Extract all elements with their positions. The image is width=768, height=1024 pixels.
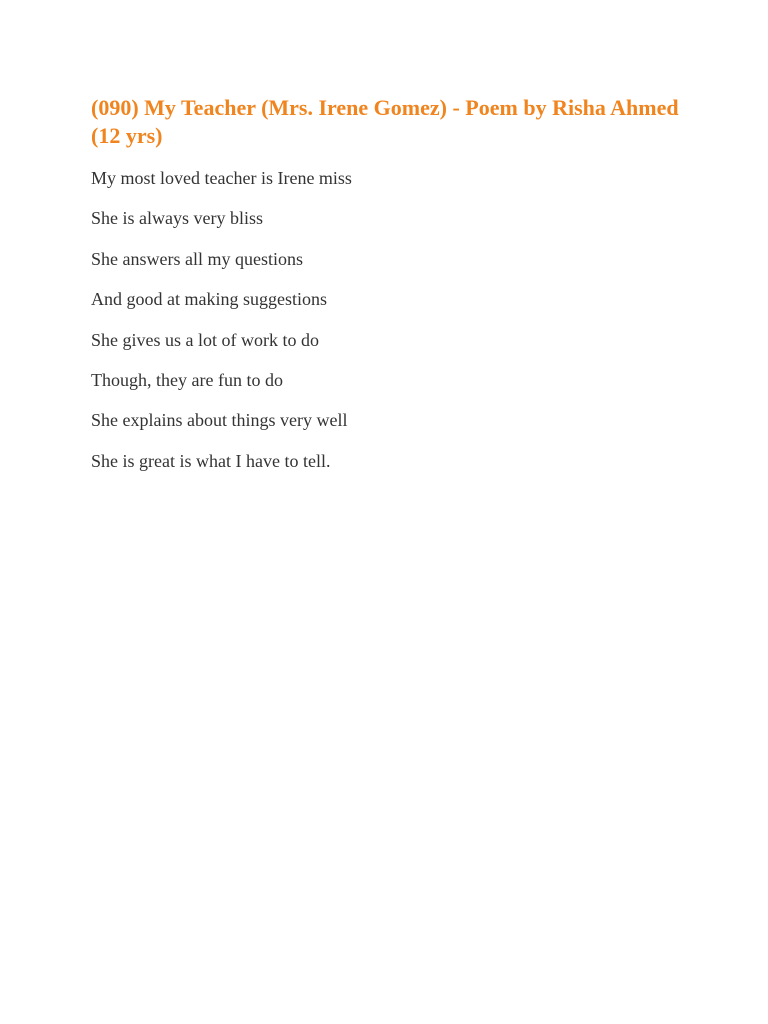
poem-line: She gives us a lot of work to do <box>91 329 319 350</box>
poem-content <box>91 94 681 490</box>
poem-line: She is always very bliss <box>91 208 263 229</box>
poem-line: And good at making suggestions <box>91 289 327 310</box>
poem-line: She answers all my questions <box>91 248 303 269</box>
poem-lines <box>91 167 681 472</box>
poem-title: (090) My Teacher (Mrs. Irene Gomez) - Poem by Risha Ahmed (12 yrs) <box>91 95 679 148</box>
poem-line: My most loved teacher is Irene miss <box>91 168 352 188</box>
poem-line: She is great is what I have to tell. <box>91 450 331 471</box>
poem-line: She explains about things very well <box>91 410 348 431</box>
poem-line: Though, they are fun to do <box>91 369 283 390</box>
